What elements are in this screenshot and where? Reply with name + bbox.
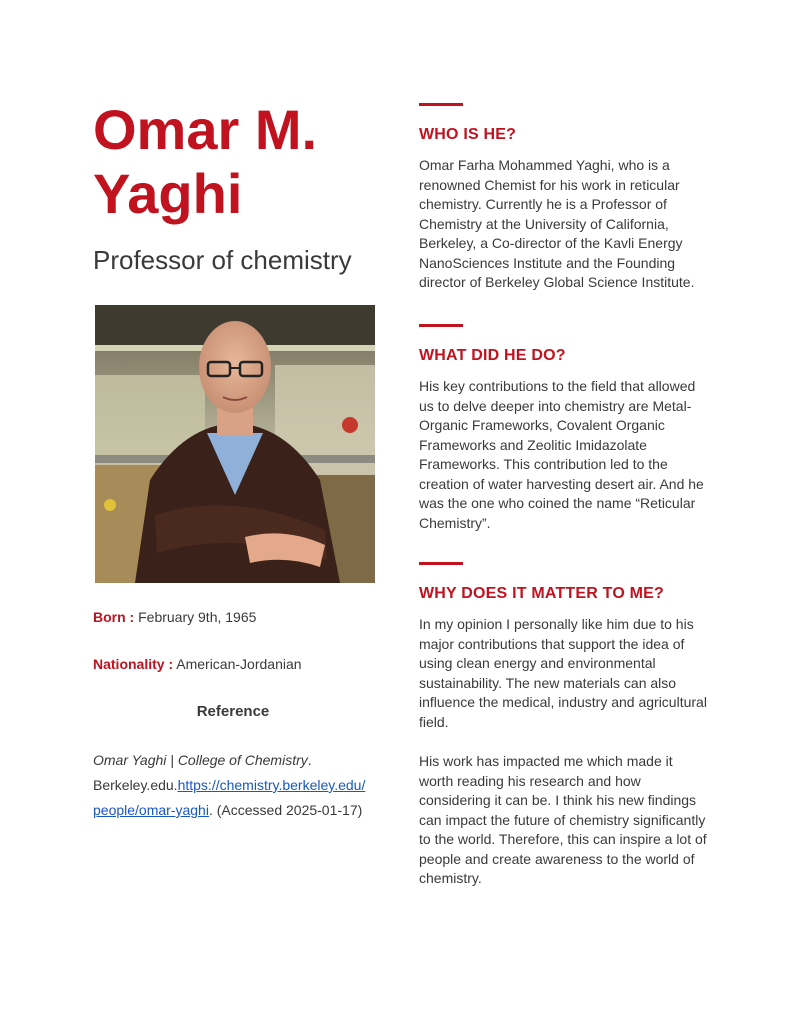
reference-link-line1: https://chemistry.berkeley.edu/ (177, 777, 366, 793)
person-title: Professor of chemistry (93, 245, 352, 275)
reference-accessed: . (Accessed 2025-01-17) (208, 802, 363, 818)
section-paragraph: His key contributions to the field that allowed us to delve deeper into chemistry are Metal-Organic Frameworks, Covalent Organic Frameworks and Zeolitic Imidazolate Frameworks. This contribution led to the creation of water harvesting desert air. And he was the one who coined the name “Reticular Chemistry”. (419, 378, 704, 531)
section-heading: WHO IS HE? (419, 126, 517, 143)
section-paragraph: His work has impacted me which made it worth reading his research and how considering it can be. I think his new findings can impact the future of chemistry significantly to the world. Therefore, this can inspire a lot of people and create awareness to the world of chemistry. (419, 753, 707, 886)
section-paragraph: Omar Farha Mohammed Yaghi, who is a renowned Chemist for his work in reticular chemistry. Currently he is a Professor of Chemistry at the University of California, Berkeley, a Co-director of the Kavli Energy NanoSciences Institute and the Founding director of Berkeley Global Science Institute. (419, 157, 695, 290)
portrait-photo (95, 305, 375, 583)
nationality-label: Nationality : (93, 656, 174, 672)
section-what (419, 324, 709, 533)
person-name: Omar M. Yaghi (93, 98, 318, 225)
section-paragraph: In my opinion I personally like him due to his major contributions that support the idea of using clean energy and environmental sustainability. The new materials can also influence the medical, industry and agricultural field. (419, 616, 707, 730)
section-heading: WHY DOES IT MATTER TO ME? (419, 585, 664, 602)
reference-source-title: Omar Yaghi | College of Chemistry (93, 752, 308, 768)
reference-heading: Reference (196, 703, 270, 720)
nationality-info (93, 656, 302, 672)
section-why (419, 562, 709, 889)
born-info (93, 609, 256, 625)
section-who (419, 103, 709, 293)
section-heading: WHAT DID HE DO? (419, 347, 566, 364)
reference-citation: Omar Yaghi | College of Chemistry. Berkeley.edu.https://chemistry.berkeley.edu/ people/omar-yaghi. (Accessed 2025-01-17) (93, 752, 366, 818)
born-value: February 9th, 1965 (138, 609, 257, 625)
section-divider (419, 103, 463, 106)
reference-link-line2: people/omar-yaghi (93, 802, 209, 818)
section-divider (419, 562, 463, 565)
reference-site: Berkeley.edu. (93, 777, 178, 793)
nationality-value: American-Jordanian (176, 656, 302, 672)
section-divider (419, 324, 463, 327)
born-label: Born : (93, 609, 135, 625)
